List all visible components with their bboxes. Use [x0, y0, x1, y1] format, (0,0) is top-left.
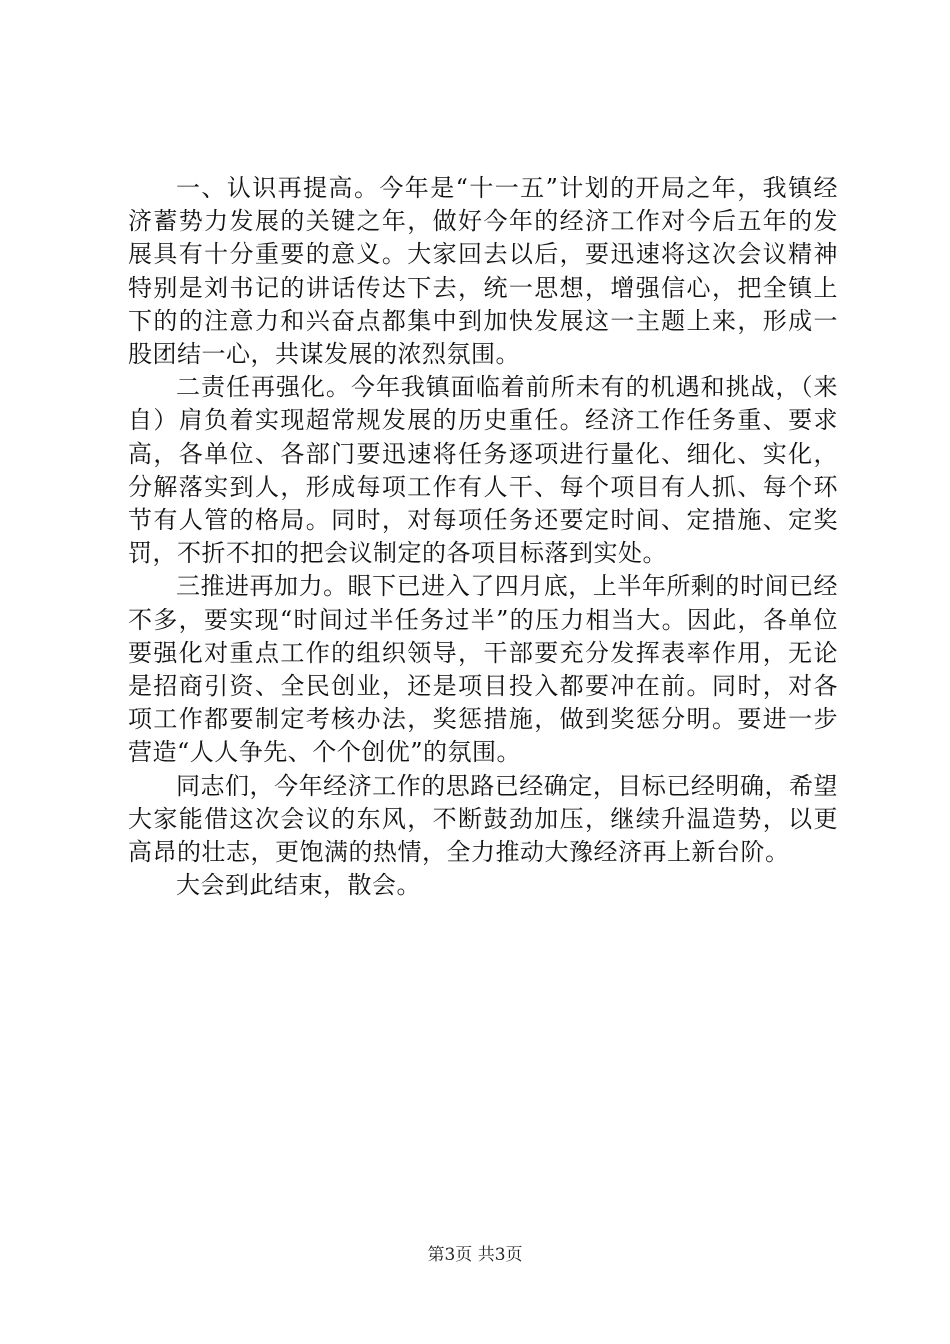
- paragraph-advancement: 三推进再加力。眼下已进入了四月底，上半年所剩的时间已经不多，要实现“时间过半任务过半”的压力相当大。因此，各单位要强化对重点工作的组织领导，干部要充分发挥表率作用，无论是招商引资、全民创业，还是项目投入都要冲在前。同时，对各项工作都要制定考核办法，奖惩措施，做到奖惩分明。要进一步营造“人人争先、个个创优”的氛围。: [128, 572, 838, 767]
- paragraph-closing: 大会到此结束，散会。: [176, 871, 421, 900]
- page-number-footer: 第3页 共3页: [427, 1245, 523, 1265]
- document-body: [128, 172, 838, 902]
- paragraph-comrades: 同志们，今年经济工作的思路已经确定，目标已经明确，希望大家能借这次会议的东风，不断鼓劲加压，继续升温造势，以更高昂的壮志，更饱满的热情，全力推动大豫经济再上新台阶。: [128, 771, 838, 867]
- paragraph-awareness: 一、认识再提高。今年是“十一五”计划的开局之年，我镇经济蓄势力发展的关键之年，做好今年的经济工作对今后五年的发展具有十分重要的意义。大家回去以后，要迅速将这次会议精神特别是刘书记的讲话传达下去，统一思想，增强信心，把全镇上下的的注意力和兴奋点都集中到加快发展这一主题上来，形成一股团结一心，共谋发展的浓烈氛围。: [128, 174, 838, 369]
- paragraph-responsibility: 二责任再强化。今年我镇面临着前所未有的机遇和挑战，（来自）肩负着实现超常规发展的历史重任。经济工作任务重、要求高，各单位、各部门要迅速将任务逐项进行量化、细化、实化，分解落实到人，形成每项工作有人干、每个项目有人抓、每个环节有人管的格局。同时，对每项任务还要定时间、定措施、定奖罚，不折不扣的把会议制定的各项目标落到实处。: [128, 373, 838, 568]
